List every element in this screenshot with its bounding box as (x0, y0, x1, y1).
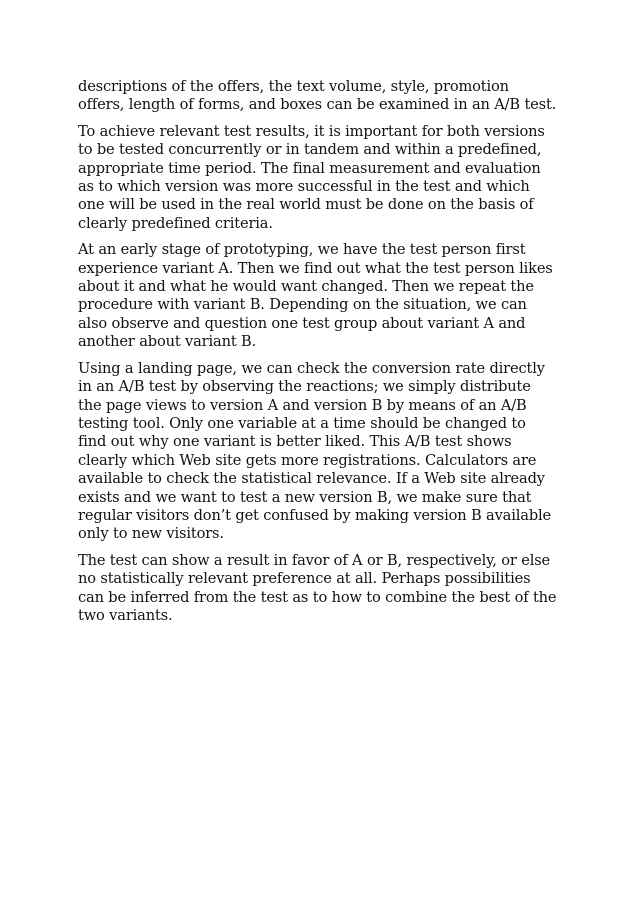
paragraph-1: descriptions of the offers, the text volume, style, promotion offers, length of forms, and boxes can be examined in an A/B test. (78, 78, 557, 114)
paragraph-4: Using a landing page, we can check the conversion rate directly in an A/B test by observing the reactions; we simply distribute the page views to version A and version B by means of an A/B testing tool. Only one variable at a time should be changed to find out why one variant is better liked. This A/B test shows clearly which Web site gets more registrations. Calculators are available to check the statistical relevance. If a Web site already exists and we want to test a new version B, we make sure that regular visitors don’t get confused by making version B available only to new visitors. (78, 359, 552, 543)
paragraph-5: The test can show a result in favor of A or B, respectively, or else no statistically relevant preference at all. Perhaps possibilities can be inferred from the test as to how to combine the best of the two variants. (78, 551, 557, 624)
paragraph-2: To achieve relevant test results, it is important for both versions to be tested concurrently or in tandem and within a predefined, appropriate time period. The final measurement and evaluation as to which version was more successful in the test and which one will be used in the real world must be done on the basis of clearly predefined criteria. (78, 122, 545, 232)
paragraph-3: At an early stage of prototyping, we have the test person first experience variant A. Then we find out what the test person likes about it and what he would want changed. Then we repeat the procedure with variant B. Depending on the situation, we can also observe and question one test group about variant A and another about variant B. (78, 241, 553, 351)
body-text (78, 78, 558, 633)
